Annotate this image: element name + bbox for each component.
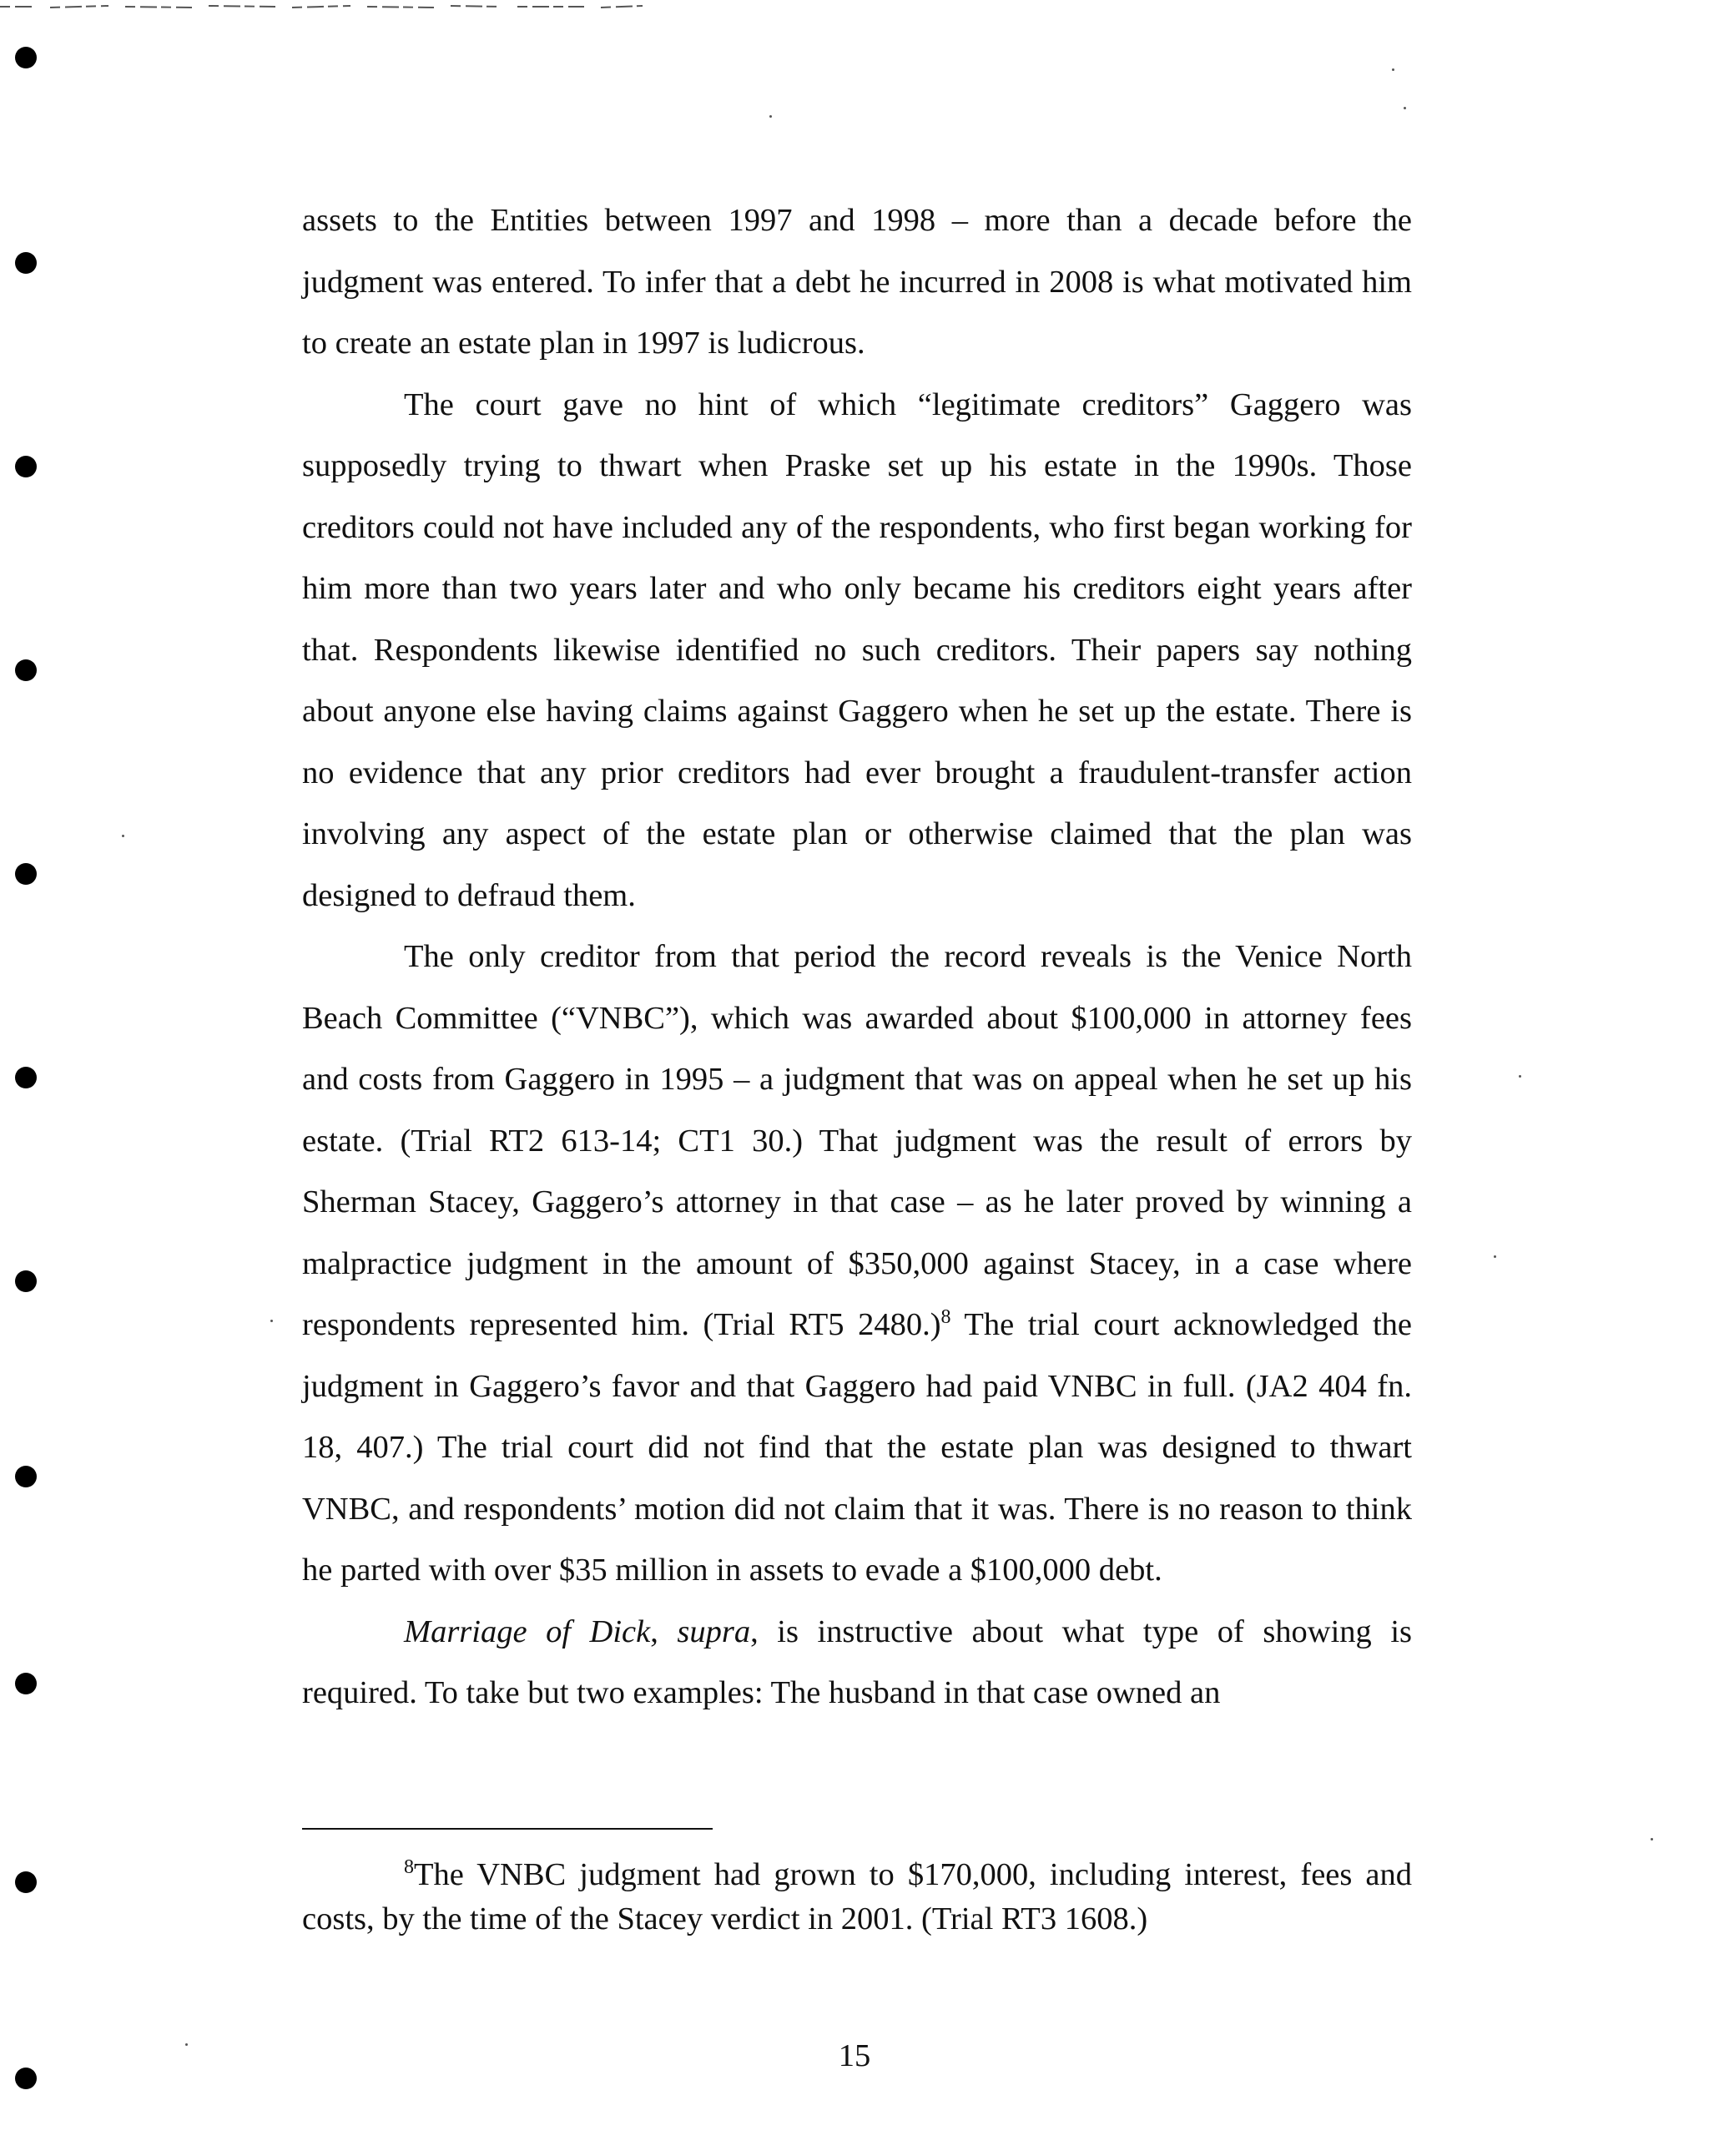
paragraph-4-text: , is instructive about what type of showing is required. To take but two examples: The husband in that case owned an xyxy=(302,1613,1413,1710)
body-paragraph-3 xyxy=(302,927,1412,1602)
binder-hole-3 xyxy=(15,456,37,477)
scan-speck xyxy=(1392,68,1394,71)
case-citation-signal: supra xyxy=(677,1613,751,1649)
page-number: 15 xyxy=(838,2038,871,2073)
binder-hole-7 xyxy=(15,1270,37,1292)
scan-speck xyxy=(1651,1838,1653,1840)
binder-hole-10 xyxy=(15,1871,37,1893)
case-citation-comma: , xyxy=(650,1613,678,1649)
body-paragraph-4 xyxy=(302,1602,1412,1724)
document-body xyxy=(302,190,1412,1724)
binder-hole-9 xyxy=(15,1673,37,1694)
binder-hole-6 xyxy=(15,1067,37,1088)
binder-hole-2 xyxy=(15,252,37,274)
footnote-text: The VNBC judgment had grown to $170,000, including interest, fees and costs, by the time of the Stacey verdict in 2001. (Trial RT3 1608.) xyxy=(302,1857,1412,1936)
scan-speck xyxy=(1404,107,1406,109)
scan-speck xyxy=(270,1320,273,1322)
scan-speck xyxy=(1494,1255,1496,1258)
scan-speck xyxy=(122,835,124,837)
scan-speck xyxy=(1519,1075,1521,1078)
case-citation-name: Marriage of Dick xyxy=(404,1613,651,1649)
paragraph-3-text-after-footnote: The trial court acknowledged the judgment in Gaggero’s favor and that Gaggero had paid VNBC in full. (JA2 404 fn. 18, 407.) The trial court did not find that the estate plan was designed to thwart VNBC, and respondents’ motion did not claim that it was. There is no reason to think he parted with over $35 million in assets to evade a $100,000 debt. xyxy=(302,1307,1412,1588)
binder-hole-8 xyxy=(15,1466,37,1487)
footnote-marker: 8 xyxy=(404,1856,414,1879)
footnote-reference-8: 8 xyxy=(940,1306,951,1329)
scan-speck xyxy=(769,115,772,118)
footnote-separator xyxy=(302,1828,713,1830)
binder-hole-5 xyxy=(15,863,37,885)
body-paragraph-1: assets to the Entities between 1997 and 1998 – more than a decade before the judgment was entered. To infer that a debt he incurred in 2008 is what motivated him to create an estate plan in 1997 is ludicrous. xyxy=(302,203,1412,361)
body-paragraph-2: The court gave no hint of which “legitimate creditors” Gaggero was supposedly trying to thwart when Praske set up his estate in the 1990s. Those creditors could not have included any of the respondents, who first began working for him more than two years later and who only became his creditors eight years after that. Respondents likewise identified no such creditors. Their papers say nothing about anyone else having claims against Gaggero when he set up the estate. There is no evidence that any prior creditors had ever brought a fraudulent-transfer action involving any aspect of the estate plan or otherwise claimed that the plan was designed to defraud them. xyxy=(302,386,1412,913)
paragraph-3-text-before-footnote: The only creditor from that period the record reveals is the Venice North Beach Committee (“VNBC”), which was awarded about $100,000 in attorney fees and costs from Gaggero in 1995 – a judgment that was on appeal when he set up his estate. (Trial RT2 613-14; CT1 30.) That judgment was the result of errors by Sherman Stacey, Gaggero’s attorney in that case – as he later proved by winning a malpractice judgment in the amount of $350,000 against Stacey, in a case where respondents represented him. (Trial RT5 2480.) xyxy=(302,939,1412,1342)
footnote-8 xyxy=(302,1853,1412,1941)
binder-hole-4 xyxy=(15,659,37,681)
scan-edge-noise xyxy=(0,0,651,12)
binder-hole-1 xyxy=(15,47,37,68)
